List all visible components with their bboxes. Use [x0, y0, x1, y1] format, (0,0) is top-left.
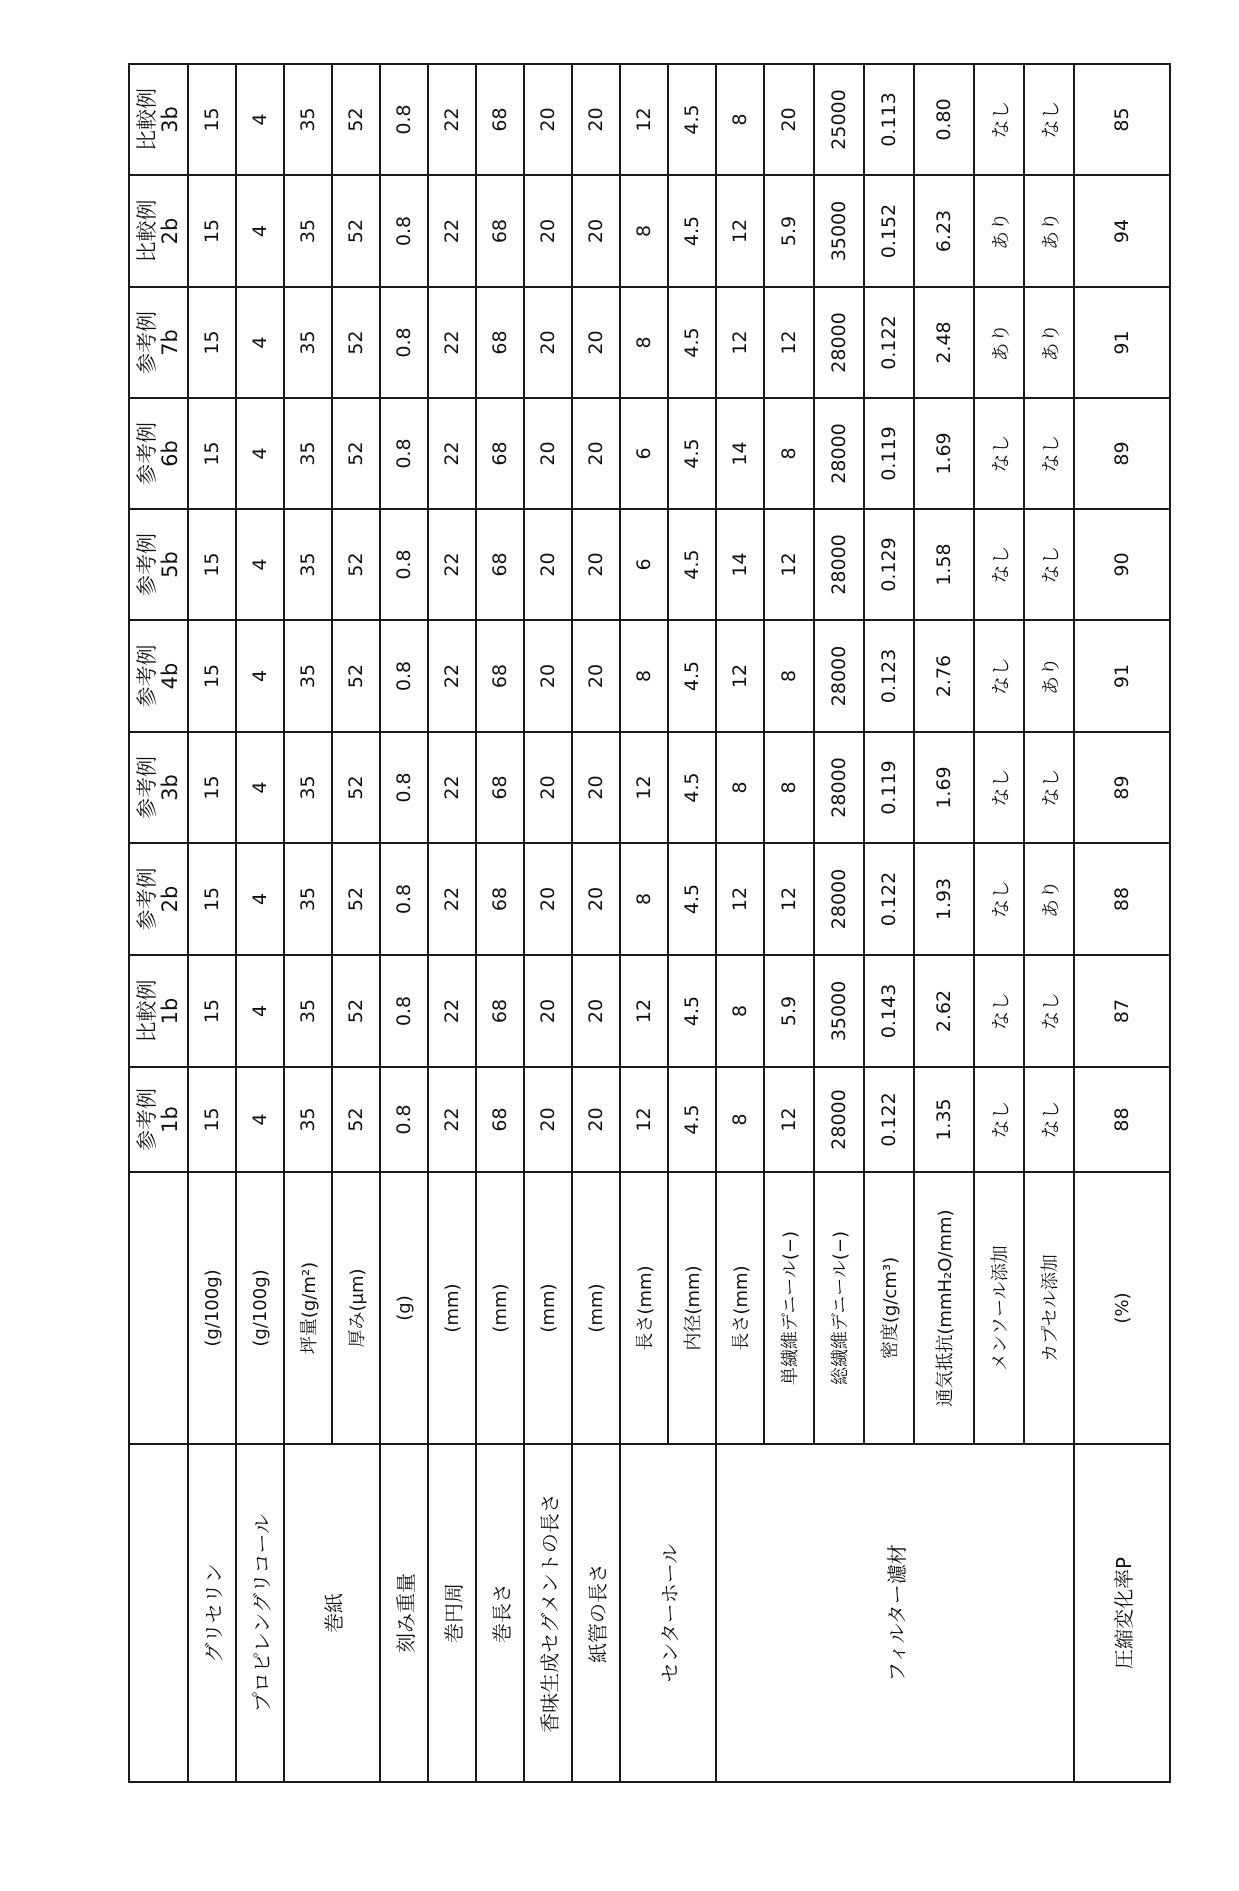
cell: 8: [620, 175, 668, 287]
cell: 5.9: [764, 955, 814, 1067]
cell: 28000: [814, 843, 864, 955]
cell: 4: [236, 398, 284, 509]
cell: 52: [332, 620, 380, 732]
cell: 4.5: [668, 287, 716, 398]
cell: 0.119: [864, 732, 914, 843]
cell: 91: [1074, 287, 1170, 398]
table-row-paper-tube: [572, 64, 620, 1782]
cell: なし: [974, 398, 1024, 509]
cell: 0.122: [864, 287, 914, 398]
cell: 12: [716, 287, 764, 398]
row-unit: (%): [1074, 1172, 1170, 1444]
cell: 35: [284, 732, 332, 843]
cell: 68: [476, 398, 524, 509]
cell: 0.8: [380, 398, 428, 509]
cell: 89: [1074, 398, 1170, 509]
row-unit: (mm): [476, 1172, 524, 1444]
cell: 68: [476, 287, 524, 398]
cell: なし: [1024, 398, 1074, 509]
cell: なし: [1024, 64, 1074, 175]
cell: 4.5: [668, 398, 716, 509]
cell: 22: [428, 509, 476, 620]
cell: 15: [188, 175, 236, 287]
cell: 68: [476, 64, 524, 175]
cell: 8: [620, 620, 668, 732]
cell: 4.5: [668, 843, 716, 955]
cell: 1.69: [914, 732, 974, 843]
cell: 68: [476, 620, 524, 732]
cell: 4.5: [668, 175, 716, 287]
rotated-table-page: [128, 65, 1166, 1783]
cell: なし: [1024, 1067, 1074, 1172]
cell: なし: [974, 620, 1024, 732]
cell: 35: [284, 509, 332, 620]
cell: 52: [332, 64, 380, 175]
row-label: 巻円周: [428, 1444, 476, 1782]
cell: 4.5: [668, 620, 716, 732]
cell: 0.8: [380, 64, 428, 175]
cell: 8: [716, 1067, 764, 1172]
cell: 20: [524, 955, 572, 1067]
cell: 28000: [814, 620, 864, 732]
cell: 87: [1074, 955, 1170, 1067]
cell: 0.8: [380, 620, 428, 732]
cell: 20: [524, 398, 572, 509]
cell: 20: [524, 1067, 572, 1172]
row-label: 巻長さ: [476, 1444, 524, 1782]
table-row-compression: [1074, 64, 1170, 1782]
row-unit: (mm): [428, 1172, 476, 1444]
cell: 6: [620, 398, 668, 509]
row-unit: メンソール添加: [974, 1172, 1024, 1444]
cell: 2.62: [914, 955, 974, 1067]
cell: 22: [428, 732, 476, 843]
header-row: [129, 64, 188, 1782]
cell: 0.119: [864, 398, 914, 509]
cell: 20: [524, 175, 572, 287]
cell: 22: [428, 955, 476, 1067]
table-row-flavor-segment: [524, 64, 572, 1782]
row-unit: (g/100g): [188, 1172, 236, 1444]
cell: 0.8: [380, 175, 428, 287]
cell: 0.8: [380, 955, 428, 1067]
cell: 12: [764, 287, 814, 398]
row-label: グリセリン: [188, 1444, 236, 1782]
cell: 2.76: [914, 620, 974, 732]
cell: 22: [428, 620, 476, 732]
cell: 52: [332, 175, 380, 287]
cell: 0.143: [864, 955, 914, 1067]
cell: 0.8: [380, 732, 428, 843]
row-label: 香味生成セグメントの長さ: [524, 1444, 572, 1782]
table-row-center-hole-length: [620, 64, 668, 1782]
cell: 22: [428, 175, 476, 287]
table-row-propylene-glycol: [236, 64, 284, 1782]
cell: 4: [236, 287, 284, 398]
cell: 52: [332, 1067, 380, 1172]
row-label: 紙管の長さ: [572, 1444, 620, 1782]
row-unit: 坪量(g/m²): [284, 1172, 332, 1444]
cell: なし: [1024, 509, 1074, 620]
cell: 52: [332, 732, 380, 843]
cell: 4: [236, 1067, 284, 1172]
cell: 12: [764, 509, 814, 620]
cell: 12: [716, 843, 764, 955]
cell: 94: [1074, 175, 1170, 287]
cell: 22: [428, 1067, 476, 1172]
table-row-basis-weight: [284, 64, 332, 1782]
cell: 52: [332, 843, 380, 955]
cell: なし: [974, 64, 1024, 175]
corner-cell: [129, 1444, 188, 1782]
cell: 52: [332, 287, 380, 398]
cell: 68: [476, 732, 524, 843]
cell: あり: [1024, 175, 1074, 287]
cell: 12: [620, 955, 668, 1067]
cell: 4: [236, 620, 284, 732]
cell: 15: [188, 620, 236, 732]
cell: 68: [476, 843, 524, 955]
column-header: 参考例 7b: [129, 287, 188, 398]
cell: 12: [620, 732, 668, 843]
row-label: プロピレングリコール: [236, 1444, 284, 1782]
cell: なし: [1024, 732, 1074, 843]
column-header: 参考例 4b: [129, 620, 188, 732]
cell: 0.80: [914, 64, 974, 175]
cell: 68: [476, 955, 524, 1067]
cell: 12: [620, 64, 668, 175]
cell: 14: [716, 398, 764, 509]
cell: 20: [572, 175, 620, 287]
cell: 4.5: [668, 509, 716, 620]
cell: 20: [572, 509, 620, 620]
cell: 0.122: [864, 843, 914, 955]
cell: 22: [428, 287, 476, 398]
cell: 20: [764, 64, 814, 175]
cell: 35: [284, 1067, 332, 1172]
cell: 4.5: [668, 732, 716, 843]
cell: 20: [572, 732, 620, 843]
cell: なし: [974, 1067, 1024, 1172]
cell: 14: [716, 509, 764, 620]
column-header: 参考例 2b: [129, 843, 188, 955]
row-unit: 内径(mm): [668, 1172, 716, 1444]
cell: なし: [974, 843, 1024, 955]
row-unit: (g): [380, 1172, 428, 1444]
row-unit: 総繊維デニール(−): [814, 1172, 864, 1444]
cell: 20: [524, 620, 572, 732]
cell: 35: [284, 287, 332, 398]
cell: 22: [428, 398, 476, 509]
cell: 4.5: [668, 1067, 716, 1172]
cell: 20: [524, 64, 572, 175]
cell: 0.8: [380, 287, 428, 398]
cell: 0.8: [380, 1067, 428, 1172]
cell: 12: [764, 843, 814, 955]
cell: 28000: [814, 1067, 864, 1172]
cell: 20: [572, 843, 620, 955]
table-row-cut-weight: [380, 64, 428, 1782]
column-header: 参考例 3b: [129, 732, 188, 843]
cell: 35: [284, 398, 332, 509]
cell: 28000: [814, 287, 864, 398]
row-unit: カプセル添加: [1024, 1172, 1074, 1444]
cell: 0.8: [380, 509, 428, 620]
cell: 12: [764, 1067, 814, 1172]
cell: 20: [572, 1067, 620, 1172]
cell: 35: [284, 64, 332, 175]
cell: 20: [572, 398, 620, 509]
cell: 22: [428, 843, 476, 955]
cell: 20: [524, 509, 572, 620]
cell: 35: [284, 955, 332, 1067]
row-label: 圧縮変化率P: [1074, 1444, 1170, 1782]
cell: 12: [716, 175, 764, 287]
cell: 4: [236, 175, 284, 287]
cell: 4: [236, 64, 284, 175]
row-label: フィルター濾材: [716, 1444, 1074, 1782]
cell: 6: [620, 509, 668, 620]
cell: 4: [236, 509, 284, 620]
table-row-filter-length: [716, 64, 764, 1782]
cell: 0.113: [864, 64, 914, 175]
column-header: 比較例 2b: [129, 175, 188, 287]
cell: 0.122: [864, 1067, 914, 1172]
cell: 52: [332, 955, 380, 1067]
cell: 68: [476, 509, 524, 620]
cell: 20: [572, 955, 620, 1067]
cell: あり: [974, 287, 1024, 398]
cell: 52: [332, 398, 380, 509]
cell: あり: [1024, 620, 1074, 732]
row-unit: (g/100g): [236, 1172, 284, 1444]
cell: 15: [188, 64, 236, 175]
cell: 1.93: [914, 843, 974, 955]
cell: 85: [1074, 64, 1170, 175]
cell: 28000: [814, 732, 864, 843]
row-unit: 通気抵抗(mmH₂O/mm): [914, 1172, 974, 1444]
cell: 52: [332, 509, 380, 620]
cell: 20: [524, 843, 572, 955]
row-unit: 密度(g/cm³): [864, 1172, 914, 1444]
cell: 12: [620, 1067, 668, 1172]
cell: 1.58: [914, 509, 974, 620]
cell: 20: [572, 620, 620, 732]
cell: 25000: [814, 64, 864, 175]
cell: 15: [188, 955, 236, 1067]
cell: あり: [974, 175, 1024, 287]
cell: 88: [1074, 1067, 1170, 1172]
cell: 15: [188, 509, 236, 620]
cell: 15: [188, 1067, 236, 1172]
cell: 22: [428, 64, 476, 175]
cell: 8: [620, 287, 668, 398]
cell: なし: [974, 732, 1024, 843]
cell: 20: [572, 64, 620, 175]
cell: なし: [1024, 955, 1074, 1067]
cell: 4: [236, 955, 284, 1067]
cell: 8: [764, 398, 814, 509]
cell: 8: [716, 732, 764, 843]
cell: なし: [974, 509, 1024, 620]
cell: 8: [716, 955, 764, 1067]
cell: 88: [1074, 843, 1170, 955]
cell: 68: [476, 1067, 524, 1172]
cell: 8: [764, 732, 814, 843]
cell: 35: [284, 620, 332, 732]
row-label: 巻紙: [284, 1444, 380, 1782]
row-label: 刻み重量: [380, 1444, 428, 1782]
row-unit: 厚み(μm): [332, 1172, 380, 1444]
cell: 4: [236, 732, 284, 843]
cell: 90: [1074, 509, 1170, 620]
cell: 1.69: [914, 398, 974, 509]
cell: 20: [572, 287, 620, 398]
corner-cell-unit: [129, 1172, 188, 1444]
cell: 8: [716, 64, 764, 175]
cell: 68: [476, 175, 524, 287]
cell: 15: [188, 843, 236, 955]
table-row-glycerin: [188, 64, 236, 1782]
cell: なし: [974, 955, 1024, 1067]
row-unit: 単繊維デニール(−): [764, 1172, 814, 1444]
cell: 5.9: [764, 175, 814, 287]
column-header: 比較例 1b: [129, 955, 188, 1067]
cell: 0.8: [380, 843, 428, 955]
cell: 89: [1074, 732, 1170, 843]
cell: 91: [1074, 620, 1170, 732]
cell: 0.129: [864, 509, 914, 620]
cell: 6.23: [914, 175, 974, 287]
cell: 28000: [814, 398, 864, 509]
cell: 28000: [814, 509, 864, 620]
cell: あり: [1024, 843, 1074, 955]
cell: 0.123: [864, 620, 914, 732]
table-row-rod-length: [476, 64, 524, 1782]
cell: 35: [284, 843, 332, 955]
cell: 20: [524, 732, 572, 843]
cell: 35000: [814, 955, 864, 1067]
row-unit: 長さ(mm): [620, 1172, 668, 1444]
row-label: センターホール: [620, 1444, 716, 1782]
column-header: 参考例 1b: [129, 1067, 188, 1172]
cell: 15: [188, 398, 236, 509]
cell: 8: [620, 843, 668, 955]
cell: 12: [716, 620, 764, 732]
cell: 4: [236, 843, 284, 955]
cell: 0.152: [864, 175, 914, 287]
table-row-circumference: [428, 64, 476, 1782]
cell: 35000: [814, 175, 864, 287]
cell: 4.5: [668, 64, 716, 175]
cell: 1.35: [914, 1067, 974, 1172]
cell: 2.48: [914, 287, 974, 398]
spec-table: [128, 63, 1171, 1783]
row-unit: (mm): [524, 1172, 572, 1444]
column-header: 参考例 5b: [129, 509, 188, 620]
cell: 35: [284, 175, 332, 287]
cell: 20: [524, 287, 572, 398]
column-header: 参考例 6b: [129, 398, 188, 509]
cell: 15: [188, 732, 236, 843]
column-header: 比較例 3b: [129, 64, 188, 175]
cell: あり: [1024, 287, 1074, 398]
row-unit: (mm): [572, 1172, 620, 1444]
cell: 15: [188, 287, 236, 398]
row-unit: 長さ(mm): [716, 1172, 764, 1444]
cell: 8: [764, 620, 814, 732]
cell: 4.5: [668, 955, 716, 1067]
